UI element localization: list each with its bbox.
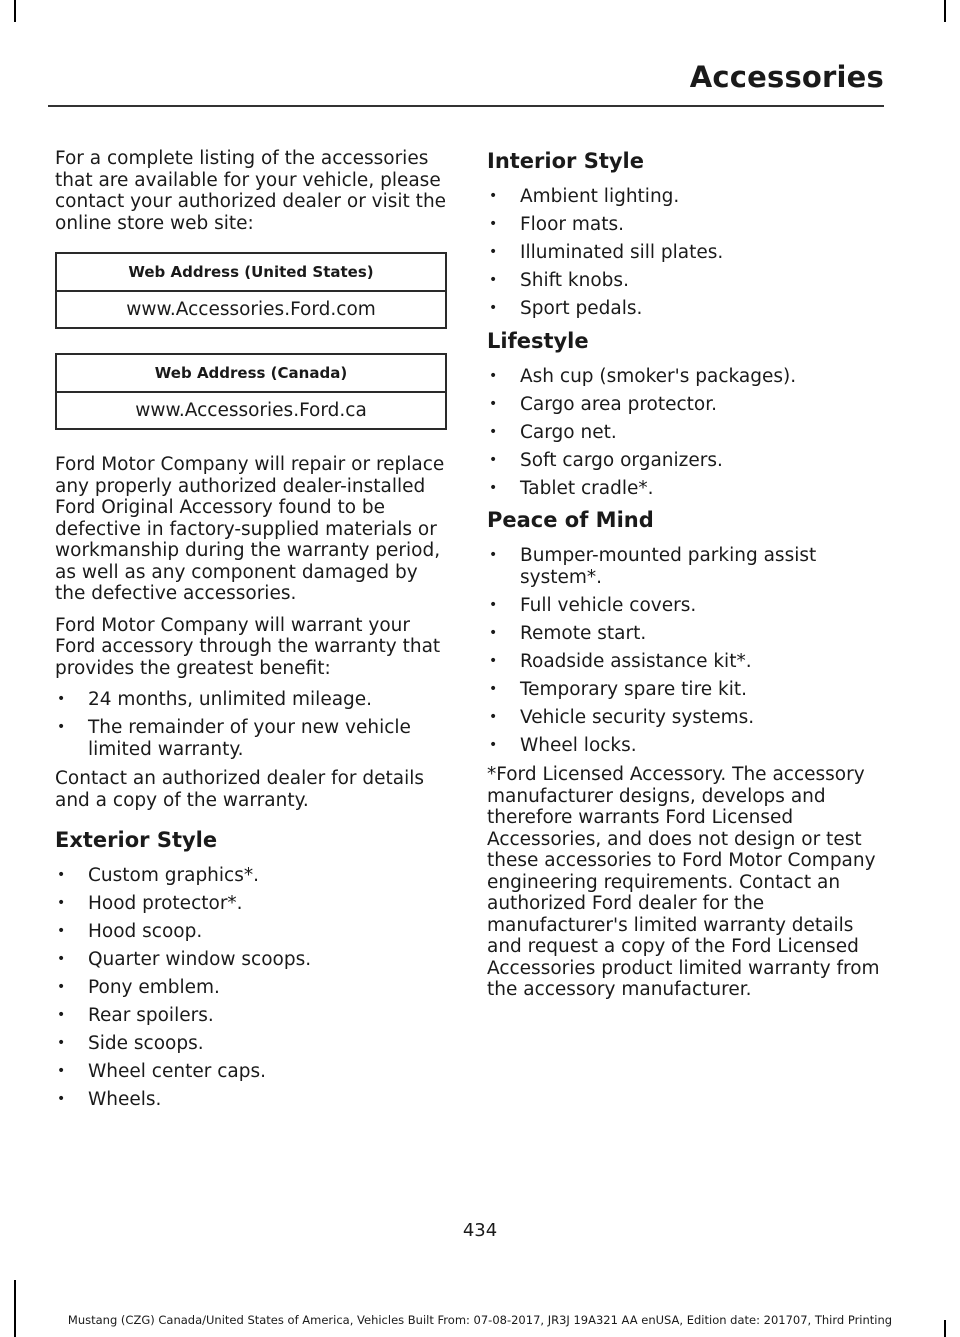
crop-mark-bottom-left	[14, 1280, 16, 1337]
list-item: • Illuminated sill plates.	[487, 242, 887, 264]
list-item: • Soft cargo organizers.	[487, 450, 887, 472]
list-item: • Custom graphics*.	[55, 865, 447, 887]
list-item: • Vehicle security systems.	[487, 707, 887, 729]
web-address-canada-table	[55, 353, 447, 430]
page-title: Accessories	[689, 60, 884, 94]
list-item: • Cargo area protector.	[487, 394, 887, 416]
crop-mark-bottom-right	[944, 1320, 946, 1337]
header-divider	[48, 105, 884, 107]
list-item: • Shift knobs.	[487, 270, 887, 292]
crop-mark-top-right	[944, 0, 946, 22]
list-item: • Sport pedals.	[487, 298, 887, 320]
lifestyle-list	[487, 366, 887, 500]
exterior-style-heading: Exterior Style	[55, 828, 218, 852]
list-item: • Wheel locks.	[487, 735, 887, 757]
contact-paragraph: Contact an authorized dealer for details and a copy of the warranty.	[55, 768, 425, 811]
list-item: • Hood protector*.	[55, 893, 447, 915]
warranty-paragraph: Ford Motor Company will repair or replace any properly authorized dealer-installed Ford Original Accessory found to be defective in factory-supplied materials or workmanship during the warranty period, as well as any component damaged by the defective accessories.	[55, 454, 445, 604]
web-address-us-table	[55, 252, 447, 329]
list-item: • Cargo net.	[487, 422, 887, 444]
list-item: • Wheels.	[55, 1089, 447, 1111]
list-item: • Side scoops.	[55, 1033, 447, 1055]
exterior-style-list	[55, 865, 447, 1111]
list-item: • Hood scoop.	[55, 921, 447, 943]
intro-paragraph: For a complete listing of the accessories that are available for your vehicle, please contact your authorized dealer or visit the online store web site:	[55, 148, 447, 234]
right-column	[487, 148, 887, 1011]
page-footer: Mustang (CZG) Canada/United States of America, Vehicles Built From: 07-08-2017, JR3J 19A321 AA enUSA, Edition date: 201707, Third Printing	[67, 1313, 893, 1327]
licensed-accessory-note: *Ford Licensed Accessory. The accessory manufacturer designs, develops and therefore warrants Ford Licensed Accessories, and does not design or test these accessories to Ford Motor Company engineering requirements. Contact an authorized Ford dealer for the manufacturer's limited warranty details and request a copy of the Ford Licensed Accessories product limited warranty from the accessory manufacturer.	[487, 764, 880, 1000]
interior-style-list	[487, 186, 887, 320]
warranty-list	[55, 689, 447, 760]
list-item: • Remote start.	[487, 623, 887, 645]
list-item: • Wheel center caps.	[55, 1061, 447, 1083]
list-item: • Ambient lighting.	[487, 186, 887, 208]
web-address-us-header: Web Address (United States)	[56, 253, 446, 291]
lifestyle-heading: Lifestyle	[487, 328, 589, 353]
list-item: • Ash cup (smoker's packages).	[487, 366, 887, 388]
left-column	[55, 148, 447, 1119]
list-item: • Roadside assistance kit*.	[487, 651, 887, 673]
web-address-canada-link[interactable]: www.Accessories.Ford.ca	[56, 392, 446, 429]
list-item: • Temporary spare tire kit.	[487, 679, 887, 701]
list-item: • Rear spoilers.	[55, 1005, 447, 1027]
list-item: • Bumper-mounted parking assist system*.	[487, 545, 887, 588]
list-item: • Quarter window scoops.	[55, 949, 447, 971]
list-item: • Floor mats.	[487, 214, 887, 236]
list-item: • The remainder of your new vehicle limited warranty.	[55, 717, 447, 760]
list-item: • 24 months, unlimited mileage.	[55, 689, 447, 711]
crop-mark-top-left	[14, 0, 16, 22]
page-number: 434	[462, 1220, 498, 1241]
web-address-canada-header: Web Address (Canada)	[56, 354, 446, 392]
web-address-us-link[interactable]: www.Accessories.Ford.com	[56, 291, 446, 328]
list-item: • Tablet cradle*.	[487, 478, 887, 500]
interior-style-heading: Interior Style	[487, 149, 644, 173]
peace-of-mind-heading: Peace of Mind	[487, 508, 654, 532]
peace-of-mind-list	[487, 545, 887, 756]
list-item: • Pony emblem.	[55, 977, 447, 999]
list-item: • Full vehicle covers.	[487, 595, 887, 617]
warrant-paragraph: Ford Motor Company will warrant your Ford accessory through the warranty that provides the greatest benefit:	[55, 614, 441, 679]
